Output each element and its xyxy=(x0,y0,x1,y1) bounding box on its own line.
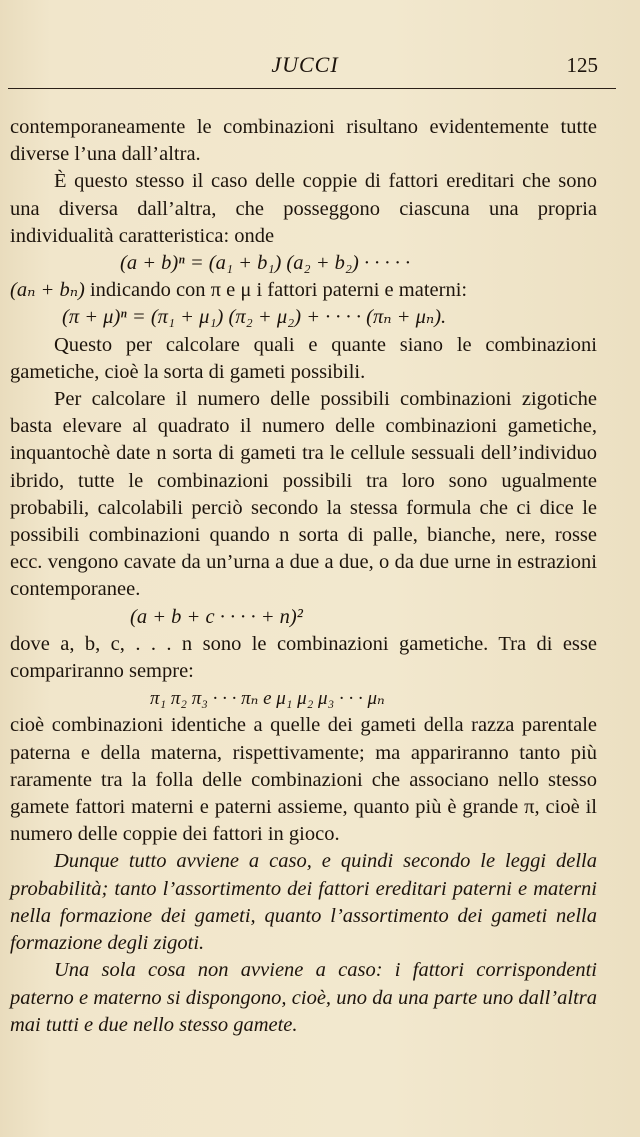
header-rule xyxy=(8,88,616,89)
formula-2-prefix: (aₙ + bₙ) xyxy=(10,279,85,302)
paragraph-4: Per calcolare il numero delle possibili combinazioni zigotiche basta elevare al quadrato il numero delle combinazioni gametiche, inquantochè date n sorta di gameti tra le cellule sessuali dell’individuo ibrido, tutte le combinazioni possibili tra loro sono ugualmente probabili, calcolabili perciò secondo la stessa formula che ci dice le possibili combinazioni quando n sorta di palle, bianche, nere, rosse ecc. vengono cavate da un’urna a due a due, o da due urne in estrazioni contemporanee. xyxy=(10,388,597,601)
paragraph-8: Una sola cosa non avviene a caso: i fattori corrispondenti paterno e materno si dispongono, cioè, uno da una parte uno dall’altra mai tutti e due nello stesso gamete. xyxy=(10,959,597,1036)
paragraph-1: contemporaneamente le combinazioni risultano evidentemente tutte diverse l’una dall’altra. xyxy=(10,116,597,166)
formula-2-line xyxy=(10,277,597,304)
formula-1: (a + b)ⁿ = (a₁ + b₁) (a₂ + b₂) · · · · · xyxy=(120,252,411,275)
paragraph-2: È questo stesso il caso delle coppie di fattori ereditari che sono una diversa dall’altra, che posseggono ciascuna una propria individualità caratteristica: onde xyxy=(10,170,597,247)
running-head: JUCCI xyxy=(271,52,339,77)
formula-2-text: indicando con π e μ i fattori paterni e materni: xyxy=(89,279,468,302)
paragraph-3: Questo per calcolare quali e quante siano le combinazioni gametiche, cioè la sorta di gameti possibili. xyxy=(10,333,597,383)
body-text xyxy=(10,114,597,1039)
page-header xyxy=(10,52,600,84)
paragraph-5: dove a, b, c, . . . n sono le combinazioni gametiche. Tra di esse compariranno sempre: xyxy=(10,632,597,683)
paragraph-6: cioè combinazioni identiche a quelle dei gameti della razza parentale paterna e della materna, rispettivamente; ma appariranno tanto più raramente tra la folla delle combinazioni che associano nello stesso gamete fattori materni e paterni assieme, quanto più è grande π, cioè il numero delle coppie dei fattori in gioco. xyxy=(10,714,597,846)
formula-4: (a + b + c · · · · + n)² xyxy=(130,605,303,628)
formula-5: π₁ π₂ π₃ · · · πₙ e μ₁ μ₂ μ₃ · · · μₙ xyxy=(150,688,385,710)
page-number: 125 xyxy=(566,53,598,77)
formula-3: (π + μ)ⁿ = (π₁ + μ₁) (π₂ + μ₂) + · · · · (πₙ + μₙ). xyxy=(62,306,447,329)
paragraph-7: Dunque tutto avviene a caso, e quindi secondo le leggi della probabilità; tanto l’assortimento dei fattori ereditari paterni e materni nella formazione dei gameti, quanto l’assortimento dei gameti nella formazione degli zigoti. xyxy=(10,850,597,955)
